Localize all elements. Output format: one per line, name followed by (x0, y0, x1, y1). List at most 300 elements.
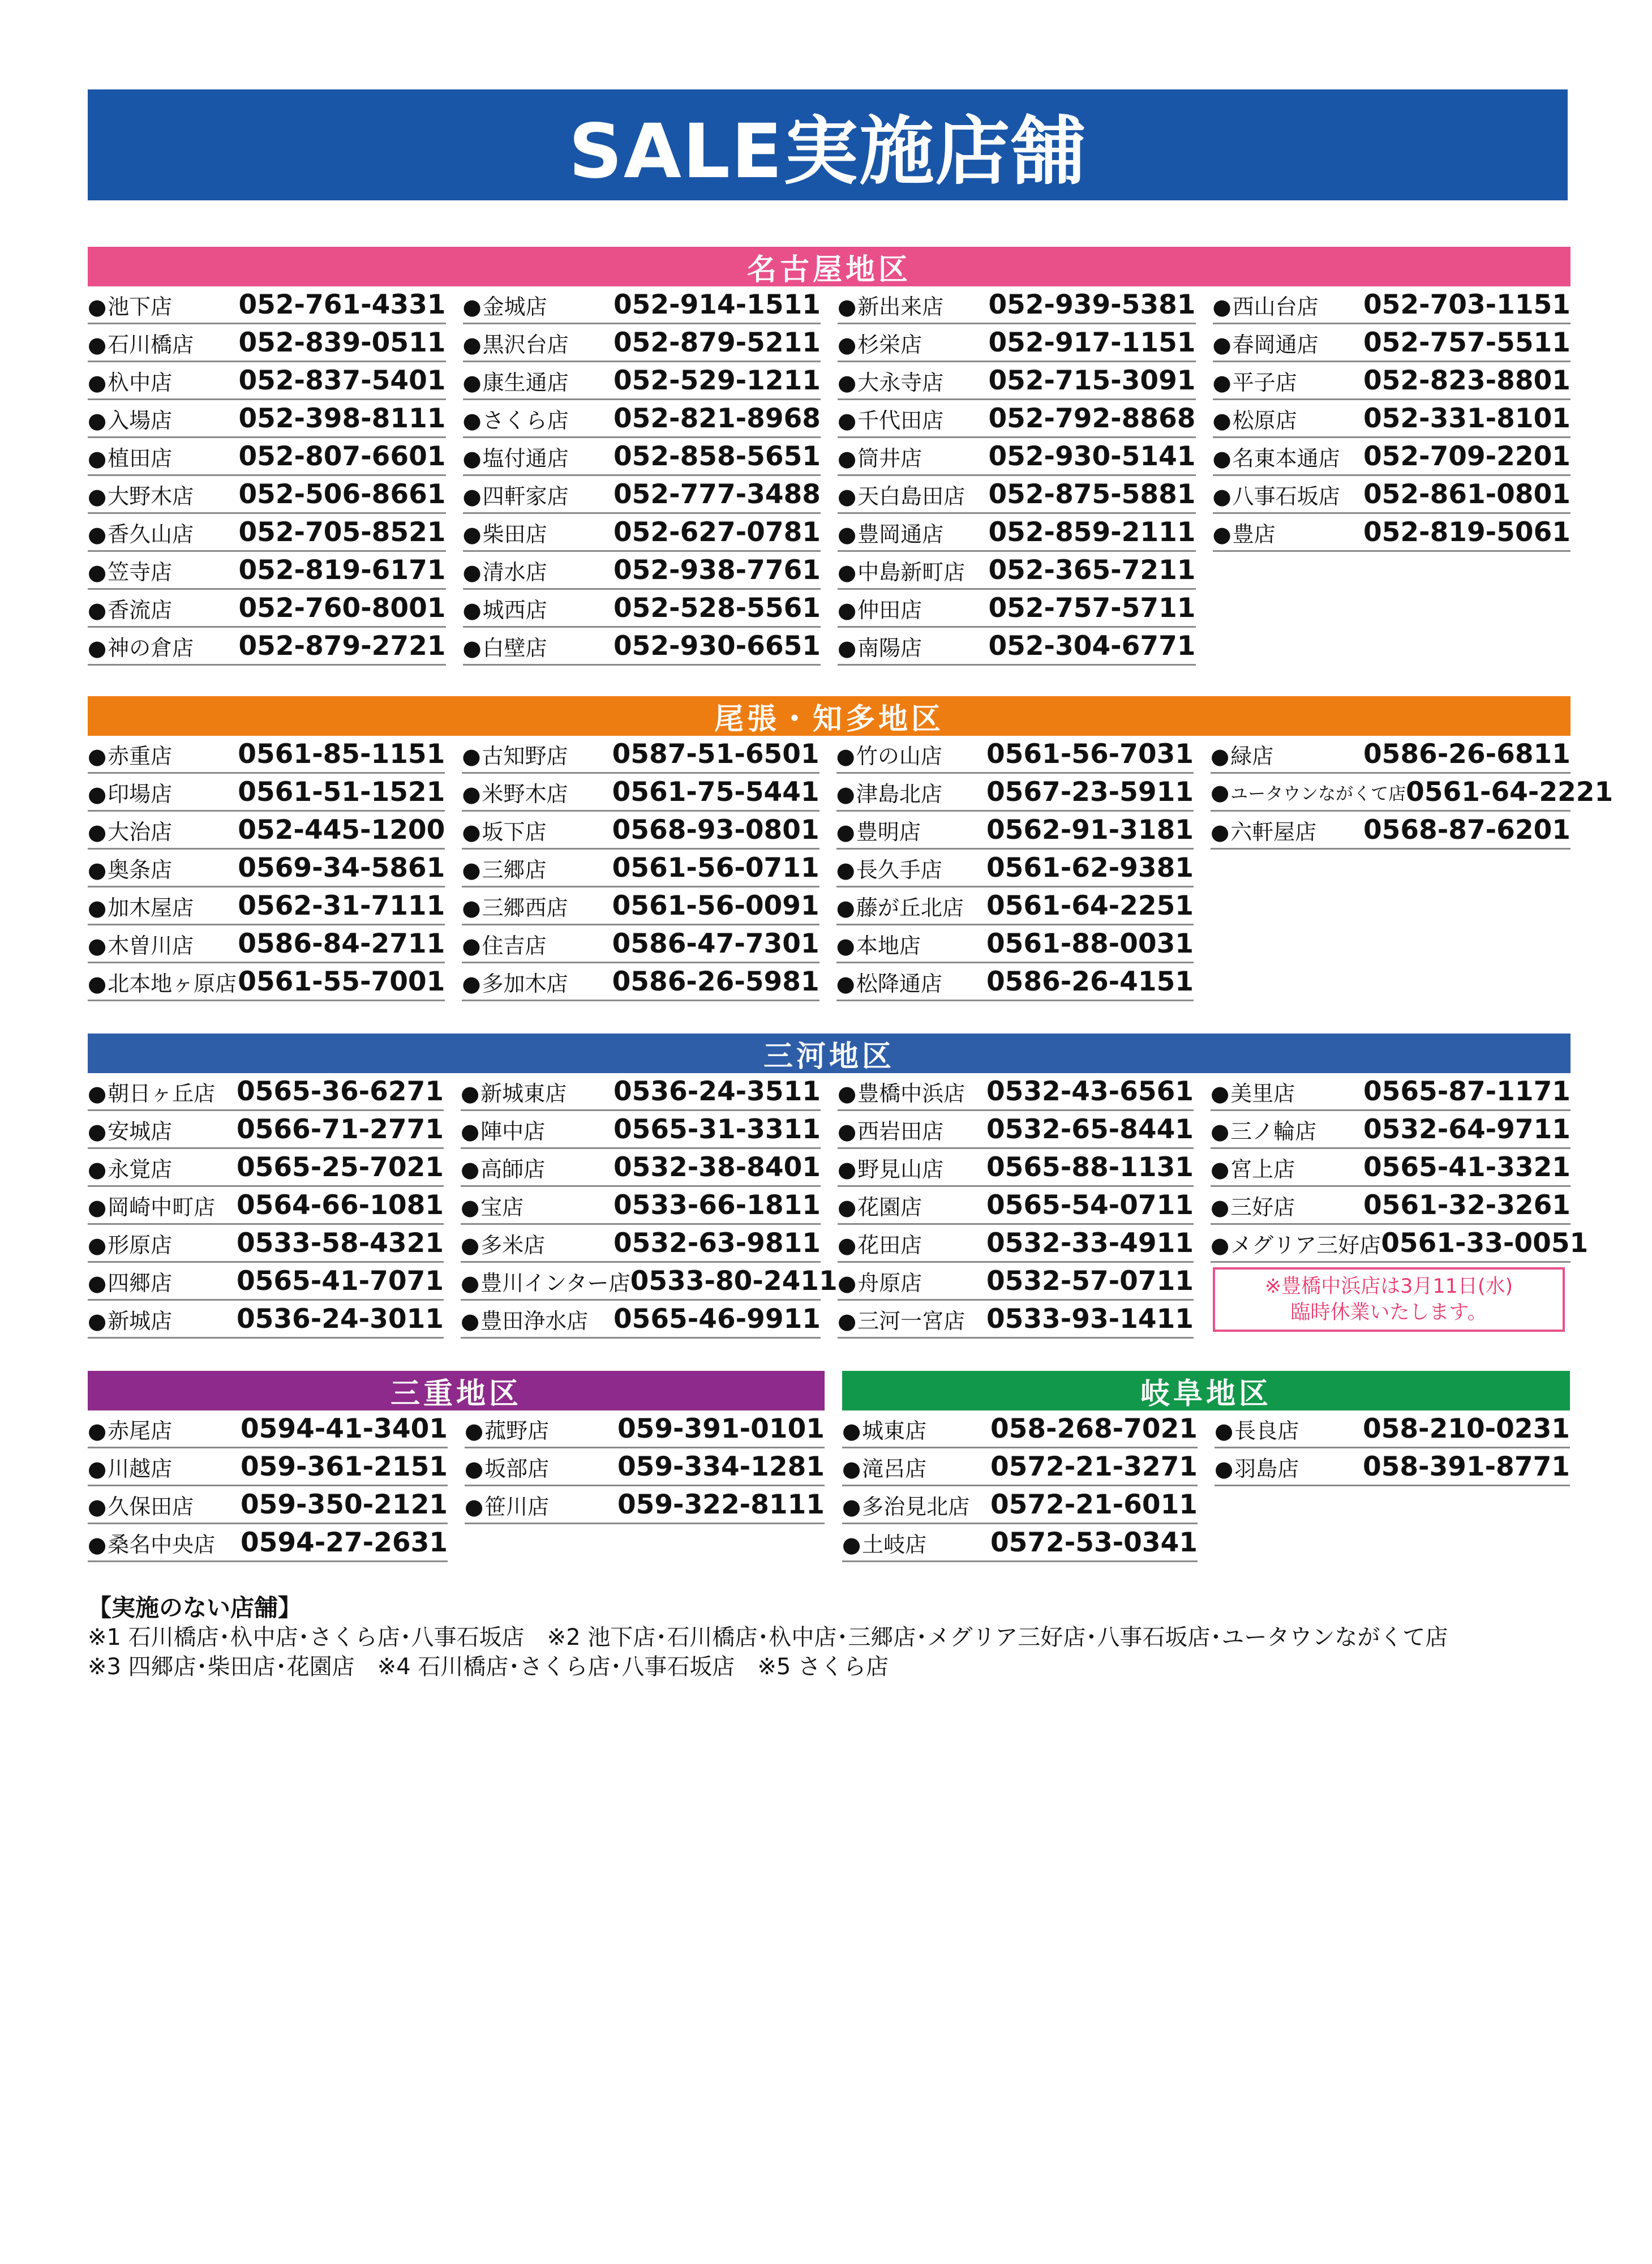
bullet-icon: ● (1215, 1456, 1234, 1481)
store-column (838, 1073, 1194, 1339)
store-phone: 052-529-1211 (613, 365, 821, 396)
store-name (88, 852, 172, 884)
store-name-text: 大治店 (108, 819, 173, 844)
store-name (838, 1076, 965, 1107)
store-phone: 0565-87-1171 (1363, 1075, 1571, 1107)
store-phone: 052-331-8101 (1363, 402, 1571, 434)
store-phone: 0532-65-8441 (986, 1113, 1194, 1145)
store-phone: 0562-31-7111 (238, 890, 445, 921)
store-phone: 052-506-8661 (238, 478, 446, 510)
store-name (465, 1413, 549, 1444)
region-gifu (842, 1371, 1570, 1562)
store-phone: 0565-36-6271 (236, 1075, 444, 1107)
bullet-icon: ● (462, 559, 482, 585)
bullet-icon: ● (838, 332, 857, 357)
store-name (88, 777, 172, 808)
store-row (88, 476, 446, 514)
store-phone: 058-268-7021 (990, 1413, 1198, 1444)
store-name-text: 康生通店 (482, 370, 569, 395)
store-name (88, 403, 172, 434)
store-name-text: 三ノ輪店 (1230, 1118, 1317, 1144)
store-row (88, 324, 446, 362)
store-phone: 0566-71-2771 (236, 1113, 444, 1145)
bullet-icon: ● (1212, 521, 1232, 547)
store-phone: 0594-41-3401 (240, 1413, 448, 1444)
bullet-icon: ● (838, 1156, 857, 1182)
store-phone: 052-938-7761 (613, 554, 821, 586)
store-column (842, 1410, 1198, 1562)
store-phone: 0536-24-3511 (613, 1075, 821, 1107)
store-name (1211, 814, 1316, 846)
store-name-text: さくら店 (482, 408, 569, 433)
store-row (461, 1149, 821, 1187)
store-name-text: 竹の山店 (856, 743, 942, 769)
store-row (462, 963, 819, 1001)
bullet-icon: ● (465, 1418, 484, 1443)
store-name (1211, 779, 1406, 805)
store-row (838, 1301, 1194, 1339)
bullet-icon: ● (838, 1118, 857, 1144)
bullet-icon: ● (88, 483, 107, 509)
footnote-line-1: ※1 石川橋店･杁中店･さくら店･八事石坂店 ※2 池下店･石川橋店･杁中店･三郷店･メグリア三好店･八事石坂店･ユータウンながくて店 (88, 1624, 1448, 1650)
store-row (463, 400, 821, 438)
store-row (463, 286, 821, 324)
bullet-icon: ● (88, 743, 107, 769)
store-name-text: 陣中店 (480, 1118, 546, 1144)
store-column (1213, 286, 1571, 666)
store-name (461, 1303, 588, 1335)
store-name-text: 本地店 (856, 933, 921, 958)
store-name-text: 坂下店 (482, 819, 547, 844)
store-phone: 052-917-1151 (988, 327, 1196, 358)
store-name-text: 四郷店 (108, 1270, 173, 1296)
store-name (463, 479, 569, 510)
store-name-text: 豊明店 (856, 819, 921, 844)
store-phone: 0561-56-0091 (612, 890, 819, 921)
bullet-icon: ● (461, 1308, 480, 1333)
store-name (462, 890, 568, 921)
store-phone: 0532-64-9711 (1363, 1113, 1571, 1145)
store-row (838, 1149, 1194, 1187)
store-name (88, 1451, 172, 1482)
store-phone: 052-715-3091 (988, 365, 1196, 396)
store-name-text: 北本地ヶ原店 (108, 971, 237, 996)
store-name (88, 1413, 172, 1444)
bullet-icon: ● (88, 895, 107, 920)
store-phone: 0568-87-6201 (1363, 814, 1571, 846)
store-name-text: 舟原店 (857, 1270, 922, 1296)
store-row (463, 476, 821, 514)
store-name-text: 津島北店 (856, 781, 942, 807)
bullet-icon: ● (462, 332, 482, 357)
store-name (838, 1228, 922, 1259)
store-row (838, 628, 1196, 666)
store-name (88, 1114, 172, 1145)
bullet-icon: ● (838, 408, 857, 433)
store-name-text: 塩付通店 (482, 445, 569, 471)
store-name-text: 豊岡通店 (857, 521, 944, 547)
store-name (463, 517, 547, 548)
store-name-text: 坂部店 (484, 1456, 550, 1481)
store-phone: 059-334-1281 (617, 1451, 825, 1482)
store-row (88, 1448, 448, 1486)
store-row (1213, 400, 1571, 438)
bullet-icon: ● (838, 597, 857, 623)
store-phone: 0572-53-0341 (990, 1527, 1198, 1558)
region-header: 三河地区 (88, 1034, 1571, 1073)
store-phone: 0587-51-6501 (612, 738, 819, 770)
store-row (842, 1448, 1198, 1486)
store-name (836, 777, 942, 808)
closure-notice (1213, 1267, 1565, 1332)
store-name-text: 大永寺店 (857, 370, 944, 395)
store-row (88, 1263, 444, 1301)
store-phone: 0572-21-3271 (990, 1451, 1198, 1482)
store-phone: 052-761-4331 (238, 289, 446, 320)
bullet-icon: ● (462, 370, 482, 395)
store-name (1213, 403, 1297, 434)
store-name (838, 631, 922, 662)
store-name-text: 中島新町店 (857, 559, 966, 585)
store-name (463, 441, 569, 472)
store-row (88, 963, 445, 1001)
store-phone: 0561-56-0711 (612, 852, 819, 884)
store-name (88, 593, 172, 624)
store-row (88, 1073, 444, 1111)
footnotes (88, 1593, 1571, 1682)
store-name-text: 西岩田店 (857, 1118, 944, 1144)
store-phone: 0561-33-0051 (1381, 1227, 1589, 1259)
bullet-icon: ● (1211, 1194, 1230, 1220)
store-phone: 052-304-6771 (988, 630, 1196, 662)
store-phone: 052-703-1151 (1363, 289, 1571, 320)
store-name (462, 852, 546, 884)
store-row (1211, 1187, 1571, 1225)
store-phone: 0561-56-7031 (986, 738, 1194, 770)
store-row (465, 1410, 825, 1448)
store-row (838, 1111, 1194, 1149)
bullet-icon: ● (88, 559, 107, 585)
bullet-icon: ● (462, 933, 481, 958)
store-name-text: 久保田店 (108, 1494, 194, 1519)
store-row (463, 514, 821, 552)
store-row (88, 925, 445, 963)
bullet-icon: ● (88, 1494, 107, 1519)
store-row (465, 1486, 825, 1524)
store-name-text: 春岡通店 (1232, 332, 1319, 357)
store-columns (88, 1073, 1589, 1339)
store-row (1215, 1448, 1570, 1486)
store-name-text: 野見山店 (857, 1156, 944, 1182)
store-row (88, 1410, 448, 1448)
store-name (88, 555, 172, 586)
bullet-icon: ● (838, 294, 857, 319)
store-row (461, 1187, 821, 1225)
store-name-text: 金城店 (482, 294, 547, 319)
store-name-text: 柴田店 (482, 521, 547, 547)
bullet-icon: ● (842, 1494, 861, 1519)
store-row (463, 324, 821, 362)
store-name (88, 1190, 215, 1221)
bullet-icon: ● (462, 971, 481, 996)
store-row (88, 400, 446, 438)
store-name (461, 1114, 545, 1145)
bullet-icon: ● (88, 1308, 107, 1333)
store-phone: 0572-21-6011 (990, 1489, 1198, 1520)
store-name-text: 高師店 (480, 1156, 546, 1182)
store-name (1213, 327, 1319, 358)
store-row (88, 1524, 448, 1562)
store-phone: 052-879-2721 (238, 630, 446, 662)
store-name-text: 美里店 (1230, 1080, 1295, 1106)
footnotes-title: 【実施のない店舗】 (88, 1594, 302, 1622)
store-name-text: 豊店 (1232, 521, 1276, 547)
bullet-icon: ● (88, 1194, 107, 1220)
store-phone: 052-914-1511 (613, 289, 821, 320)
store-phone: 0561-32-3261 (1363, 1189, 1571, 1221)
bullet-icon: ● (88, 1456, 107, 1481)
store-name (838, 365, 943, 396)
store-row (88, 590, 446, 628)
store-phone: 052-819-5061 (1363, 516, 1571, 548)
store-column (88, 1410, 448, 1562)
store-row (838, 1263, 1194, 1301)
bullet-icon: ● (88, 1270, 107, 1296)
bullet-icon: ● (462, 781, 481, 807)
bullet-icon: ● (1211, 1156, 1230, 1182)
store-name (88, 479, 194, 510)
store-row (1213, 286, 1571, 324)
store-name-text: 城東店 (862, 1418, 927, 1443)
store-name-text: 長久手店 (856, 857, 942, 882)
bullet-icon: ● (1212, 332, 1232, 357)
footnote-line-2: ※3 四郷店･柴田店･花園店 ※4 石川橋店･さくら店･八事石坂店 ※5 さくら店 (88, 1654, 889, 1680)
store-row (1213, 476, 1571, 514)
bullet-icon: ● (838, 1080, 857, 1106)
store-phone: 052-757-5711 (988, 592, 1196, 624)
store-row (836, 736, 1194, 774)
store-name-text: 奥条店 (108, 857, 173, 882)
store-name-text: 天白島田店 (857, 483, 966, 509)
store-phone: 0536-24-3011 (236, 1303, 444, 1335)
store-name (88, 966, 237, 997)
store-name-text: 入場店 (108, 408, 173, 433)
bullet-icon: ● (462, 597, 482, 623)
store-name (1213, 517, 1276, 548)
store-phone: 052-879-5211 (613, 327, 821, 358)
store-row (465, 1448, 825, 1486)
store-name (463, 365, 569, 396)
store-name (838, 327, 922, 358)
store-phone: 0586-84-2711 (238, 928, 445, 959)
store-phone: 0586-47-7301 (612, 928, 819, 959)
store-name-text: 西山台店 (1232, 294, 1319, 319)
store-row (461, 1263, 838, 1301)
store-row (88, 774, 445, 812)
store-name-text: 新城店 (108, 1308, 173, 1333)
store-phone: 0561-51-1521 (238, 776, 445, 808)
store-phone: 052-365-7211 (988, 554, 1196, 586)
bullet-icon: ● (461, 1156, 480, 1182)
store-row (462, 812, 819, 850)
store-name (838, 1114, 943, 1145)
store-row (463, 552, 821, 590)
store-name-text: 香久山店 (108, 521, 194, 547)
store-name (88, 441, 172, 472)
store-columns (88, 736, 1614, 1001)
bullet-icon: ● (462, 895, 481, 920)
store-name-text: ユータウンながくて店 (1230, 783, 1406, 804)
store-phone: 059-391-0101 (617, 1413, 825, 1444)
store-row (1211, 1073, 1571, 1111)
store-phone: 059-322-8111 (617, 1489, 825, 1520)
store-name-text: 松原店 (1232, 408, 1297, 433)
store-phone: 052-930-6651 (613, 630, 821, 662)
store-row (88, 1149, 444, 1187)
bullet-icon: ● (88, 1156, 107, 1182)
bullet-icon: ● (1211, 1232, 1230, 1258)
bullet-icon: ● (838, 1308, 857, 1333)
store-name (88, 890, 194, 921)
bullet-icon: ● (838, 1270, 857, 1296)
store-phone: 052-930-5141 (988, 440, 1196, 472)
store-name (463, 593, 547, 624)
store-row (1213, 362, 1571, 400)
store-name-text: 多治見北店 (862, 1494, 970, 1519)
store-name-text: 木曽川店 (108, 933, 194, 958)
store-row (461, 1073, 821, 1111)
bullet-icon: ● (838, 483, 857, 509)
bullet-icon: ● (462, 857, 481, 882)
store-row (88, 812, 445, 850)
store-name-text: 千代田店 (857, 408, 944, 433)
bullet-icon: ● (462, 819, 481, 844)
store-name-text: 安城店 (108, 1118, 173, 1144)
store-row (461, 1111, 821, 1149)
store-name-text: 多米店 (480, 1232, 546, 1258)
store-row (463, 590, 821, 628)
store-name (462, 777, 568, 808)
store-phone: 0533-93-1411 (986, 1303, 1194, 1335)
bullet-icon: ● (88, 445, 107, 471)
store-phone: 052-398-8111 (238, 402, 446, 434)
store-name-text: 城西店 (482, 597, 547, 623)
bullet-icon: ● (88, 1080, 107, 1106)
bullet-icon: ● (88, 408, 107, 433)
region-header: 名古屋地区 (88, 247, 1571, 286)
store-name (88, 365, 172, 396)
store-phone: 059-350-2121 (240, 1489, 448, 1520)
bullet-icon: ● (1211, 1080, 1230, 1106)
store-row (838, 362, 1196, 400)
store-name (1211, 1114, 1316, 1145)
store-name (88, 1076, 215, 1107)
region-mie (88, 1371, 825, 1562)
store-row (838, 514, 1196, 552)
store-name (836, 928, 921, 959)
bullet-icon: ● (88, 933, 107, 958)
store-name-text: 清水店 (482, 559, 547, 585)
store-name-text: 住吉店 (482, 933, 547, 958)
bullet-icon: ● (1215, 1418, 1234, 1443)
region-header: 三重地区 (88, 1371, 825, 1410)
store-name (462, 814, 546, 846)
region-nagoya (88, 247, 1571, 666)
store-phone: 0565-41-7071 (236, 1265, 444, 1297)
store-row (1215, 1410, 1570, 1448)
store-name (463, 631, 547, 662)
store-row (463, 362, 821, 400)
store-row (838, 1225, 1194, 1263)
store-name-text: 三郷西店 (482, 895, 568, 920)
store-phone: 052-839-0511 (238, 327, 446, 358)
store-row (1211, 1149, 1571, 1187)
store-row (88, 1225, 444, 1263)
store-row (1213, 324, 1571, 362)
store-name (838, 555, 965, 586)
store-name (836, 739, 942, 770)
store-phone: 0561-64-2221 (1406, 776, 1614, 808)
bullet-icon: ● (462, 483, 482, 509)
store-phone: 0586-26-6811 (1363, 738, 1571, 770)
store-row (836, 925, 1194, 963)
bullet-icon: ● (88, 597, 107, 623)
store-phone: 0586-26-4151 (986, 966, 1194, 997)
store-name (838, 517, 943, 548)
store-row (1211, 1225, 1589, 1263)
bullet-icon: ● (836, 895, 855, 920)
store-columns (88, 1410, 825, 1562)
store-name-text: 四軒家店 (482, 483, 569, 509)
bullet-icon: ● (842, 1456, 861, 1481)
store-name (1213, 365, 1297, 396)
store-phone: 0561-64-2251 (986, 890, 1194, 921)
bullet-icon: ● (842, 1532, 861, 1557)
store-phone: 0533-58-4321 (236, 1227, 444, 1259)
store-phone: 052-939-5381 (988, 289, 1196, 320)
region-owari (88, 696, 1614, 1001)
bullet-icon: ● (88, 1232, 107, 1258)
store-name-text: 池下店 (108, 294, 173, 319)
store-row (838, 286, 1196, 324)
bullet-icon: ● (838, 1194, 857, 1220)
store-name-text: 花園店 (857, 1194, 922, 1220)
store-name-text: 平子店 (1232, 370, 1297, 395)
store-phone: 0565-31-3311 (613, 1113, 821, 1145)
store-row (838, 590, 1196, 628)
store-name-text: 杉栄店 (857, 332, 922, 357)
store-row (838, 324, 1196, 362)
store-phone: 058-210-0231 (1362, 1413, 1570, 1444)
store-name (88, 1266, 172, 1297)
store-name-text: 八事石坂店 (1232, 483, 1340, 509)
region-header: 岐阜地区 (842, 1371, 1570, 1410)
store-name (88, 631, 194, 662)
bullet-icon: ● (88, 971, 107, 996)
store-name-text: 神の倉店 (108, 635, 194, 661)
bullet-icon: ● (838, 1232, 857, 1258)
store-row (463, 438, 821, 476)
bullet-icon: ● (461, 1232, 480, 1258)
store-phone: 0561-88-0031 (986, 928, 1194, 959)
bullet-icon: ● (462, 635, 482, 661)
store-name-text: 印場店 (108, 781, 173, 807)
store-phone: 0567-23-5911 (986, 776, 1194, 808)
store-phone: 0532-33-4911 (986, 1227, 1194, 1259)
bullet-icon: ● (88, 857, 107, 882)
store-name-text: 三好店 (1230, 1194, 1295, 1220)
bullet-icon: ● (88, 521, 107, 547)
